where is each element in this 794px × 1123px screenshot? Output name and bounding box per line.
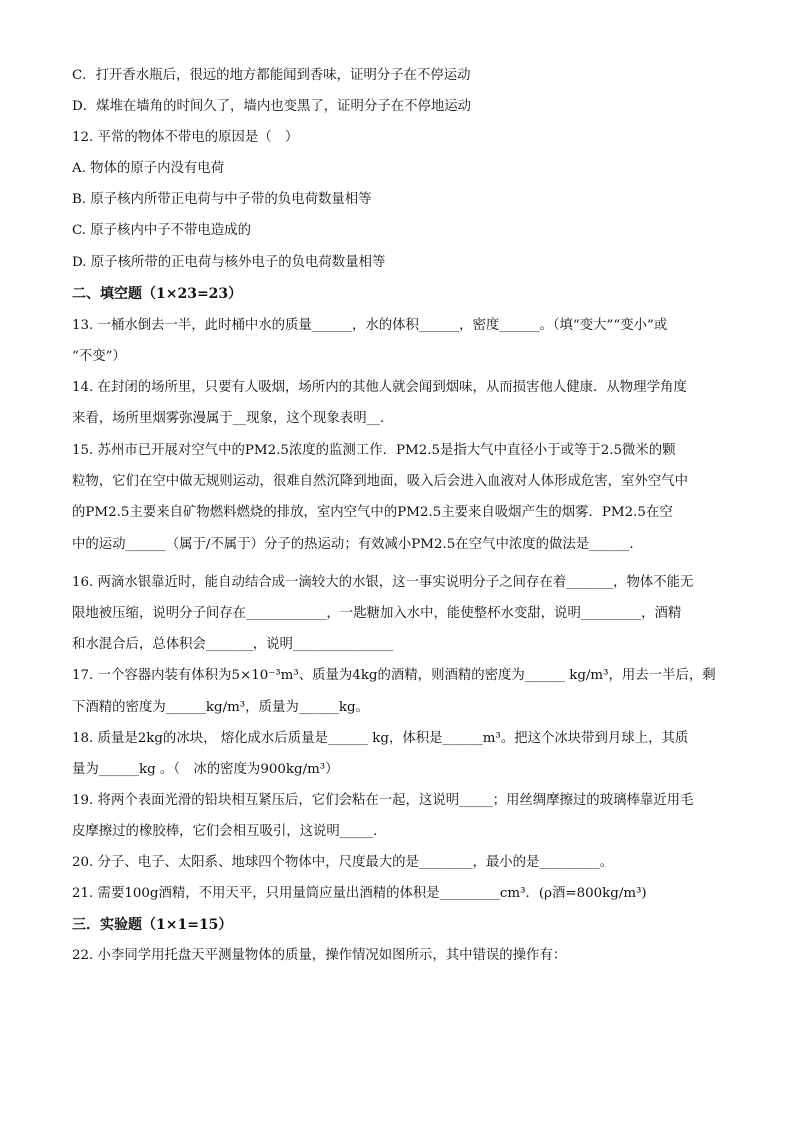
section-heading-fill-in: 二、填空题（1×23=23） xyxy=(72,286,243,302)
option-b-12: B. 原子核内所带正电荷与中子带的负电荷数量相等 xyxy=(72,192,372,207)
question-15-line-3: 的PM2.5主要来自矿物燃料燃烧的排放，室内空气中的PM2.5主要来自吸烟产生的烟雾．PM2.5在空 xyxy=(72,505,673,520)
question-16-line-1: 16. 两滴水银靠近时，能自动结合成一滴较大的水银，这一事实说明分子之间存在着_______，物体不能无 xyxy=(72,575,694,590)
question-17-line-2: 下酒精的密度为______kg/m³，质量为______kg。 xyxy=(72,700,369,715)
question-15-line-1: 15. 苏州市已开展对空气中的PM2.5浓度的监测工作．PM2.5是指大气中直径小于或等于2.5微米的颗 xyxy=(72,443,676,458)
question-18-line-2: 量为______kg 。（ 冰的密度为900kg/m³） xyxy=(72,762,339,777)
option-c-11: C．打开香水瓶后，很远的地方都能闻到香味，证明分子在不停运动 xyxy=(72,68,471,83)
question-17-line-1: 17. 一个容器内装有体积为5×10⁻³m³、质量为4kg的酒精，则酒精的密度为______ kg/m³，用去一半后，剩 xyxy=(72,668,716,683)
question-14-line-1: 14. 在封闭的场所里，只要有人吸烟，场所内的其他人就会闻到烟味，从而损害他人健康．从物理学角度 xyxy=(72,380,687,395)
question-18-line-1: 18. 质量是2kg的冰块， 熔化成水后质量是______ kg，体积是______m³。把这个冰块带到月球上，其质 xyxy=(72,731,689,746)
question-19-line-2: 皮摩擦过的橡胶棒，它们会相互吸引，这说明_____． xyxy=(72,824,387,839)
option-c-12: C. 原子核内中子不带电造成的 xyxy=(72,223,251,238)
question-20: 20. 分子、电子、太阳系、地球四个物体中，尺度最大的是________，最小的是_________。 xyxy=(72,855,614,870)
question-21: 21. 需要100g酒精，不用天平，只用量筒应量出酒精的体积是_________cm³．(ρ酒=800kg/m³) xyxy=(72,886,647,901)
section-heading-experiment: 三．实验题（1×1=15） xyxy=(72,917,233,933)
question-13-line-2: “不变”） xyxy=(72,349,126,364)
question-22: 22. 小李同学用托盘天平测量物体的质量，操作情况如图所示，其中错误的操作有： xyxy=(72,948,567,963)
question-16-line-2: 限地被压缩，说明分子间存在____________，一匙糖加入水中，能使整杯水变甜，说明_________，酒精 xyxy=(72,606,682,621)
option-d-11: D．煤堆在墙角的时间久了，墙内也变黑了，证明分子在不停地运动 xyxy=(72,99,472,114)
question-15-line-4: 中的运动______（属于/不属于）分子的热运动；有效减小PM2.5在空气中浓度的做法是______． xyxy=(72,537,643,552)
question-14-line-2: 来看，场所里烟雾弥漫属于__现象，这个现象表明__． xyxy=(72,411,394,426)
question-13-line-1: 13. 一桶水倒去一半，此时桶中水的质量______，水的体积______，密度______。（填“变大”“变小”或 xyxy=(72,318,668,333)
question-19-line-1: 19. 将两个表面光滑的铅块相互紧压后，它们会粘在一起，这说明_____；用丝绸摩擦过的玻璃棒靠近用毛 xyxy=(72,793,694,808)
question-15-line-2: 粒物，它们在空中做无规则运动，很难自然沉降到地面，吸入后会进入血液对人体形成危害，室外空气中 xyxy=(72,474,688,489)
option-a-12: A. 物体的原子内没有电荷 xyxy=(72,161,225,176)
question-12: 12. 平常的物体不带电的原因是（ ） xyxy=(72,130,299,145)
question-16-line-3: 和水混合后，总体积会_______，说明_______________ xyxy=(72,637,394,652)
option-d-12: D. 原子核所带的正电荷与核外电子的负电荷数量相等 xyxy=(72,255,386,270)
